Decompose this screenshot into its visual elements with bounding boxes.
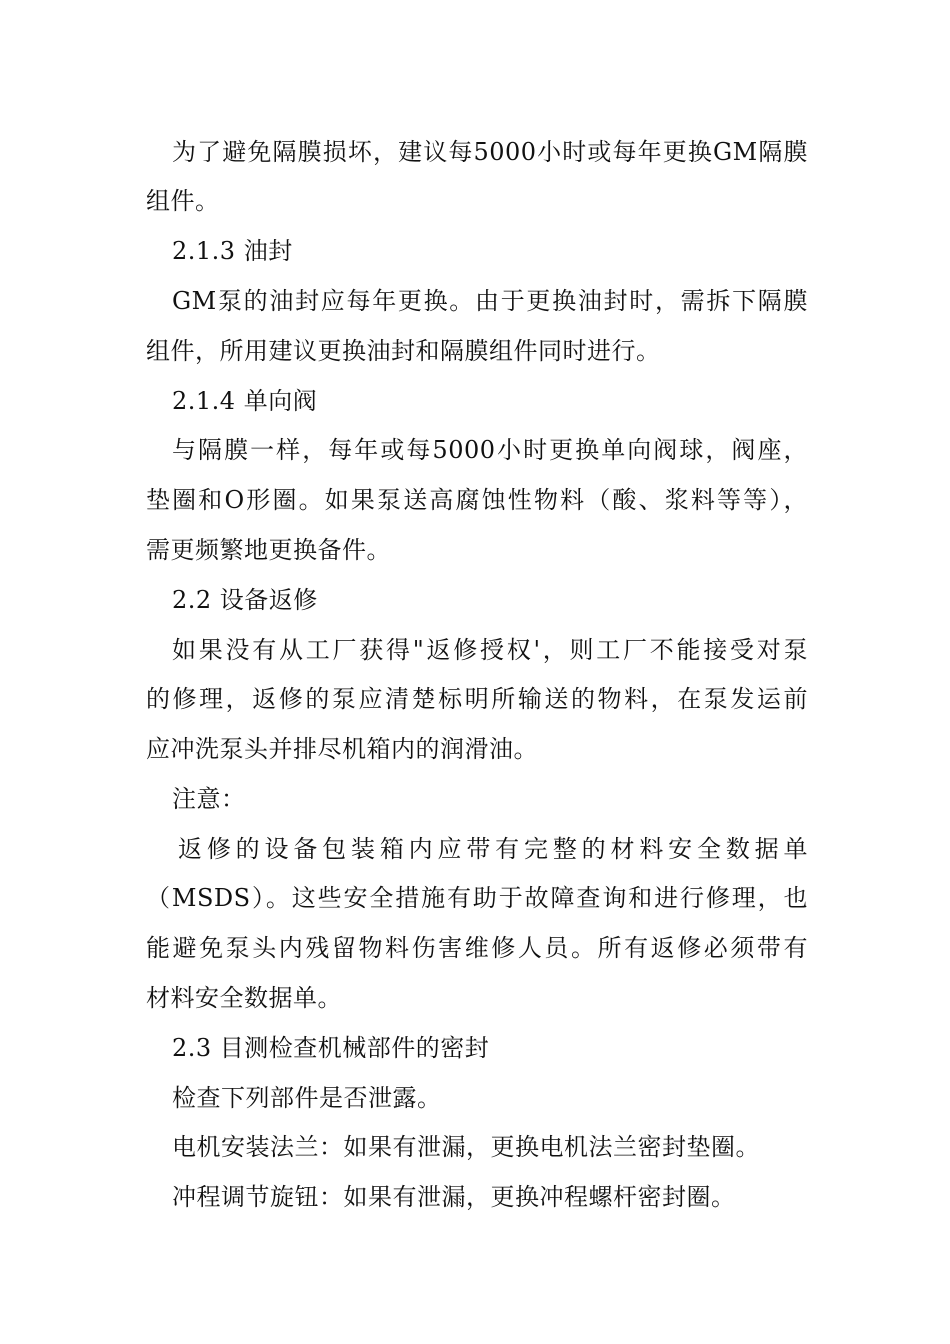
- note-heading: 注意：: [172, 785, 246, 813]
- paragraph-line: 与隔膜一样，每年或每5000小时更换单向阀球，阀座，: [172, 436, 808, 464]
- paragraph-line: GM泵的油封应每年更换。由于更换油封时，需拆下隔膜: [172, 287, 808, 315]
- paragraph-line: 返修的设备包装箱内应带有完整的材料安全数据单: [178, 835, 808, 863]
- paragraph-line: 应冲洗泵头并排尽机箱内的润滑油。: [146, 735, 538, 763]
- paragraph-line: 垫圈和O形圈。如果泵送高腐蚀性物料（酸、浆料等等），: [146, 486, 808, 514]
- paragraph-line: 检查下列部件是否泄露。: [172, 1084, 442, 1112]
- paragraph-line: 冲程调节旋钮：如果有泄漏，更换冲程螺杆密封圈。: [172, 1183, 736, 1211]
- section-heading: 2.2 设备返修: [172, 586, 318, 614]
- paragraph-line: 能避免泵头内残留物料伤害维修人员。所有返修必须带有: [146, 934, 808, 962]
- section-heading: 2.1.3 油封: [172, 237, 293, 265]
- paragraph-line: 如果没有从工厂获得"返修授权'，则工厂不能接受对泵: [172, 636, 808, 664]
- paragraph-line: 的修理，返修的泵应清楚标明所输送的物料，在泵发运前: [146, 685, 808, 713]
- paragraph-line: 组件。: [146, 187, 220, 215]
- paragraph-line: 需更频繁地更换备件。: [146, 536, 391, 564]
- section-heading: 2.3 目测检查机械部件的密封: [172, 1034, 490, 1062]
- paragraph-line: 为了避免隔膜损坏，建议每5000小时或每年更换GM隔膜: [172, 138, 808, 166]
- paragraph-line: （MSDS）。这些安全措施有助于故障查询和进行修理，也: [146, 884, 808, 912]
- paragraph-line: 组件，所用建议更换油封和隔膜组件同时进行。: [146, 337, 661, 365]
- paragraph-line: 电机安装法兰：如果有泄漏，更换电机法兰密封垫圈。: [172, 1133, 760, 1161]
- paragraph-line: 材料安全数据单。: [146, 984, 342, 1012]
- section-heading: 2.1.4 单向阀: [172, 387, 318, 415]
